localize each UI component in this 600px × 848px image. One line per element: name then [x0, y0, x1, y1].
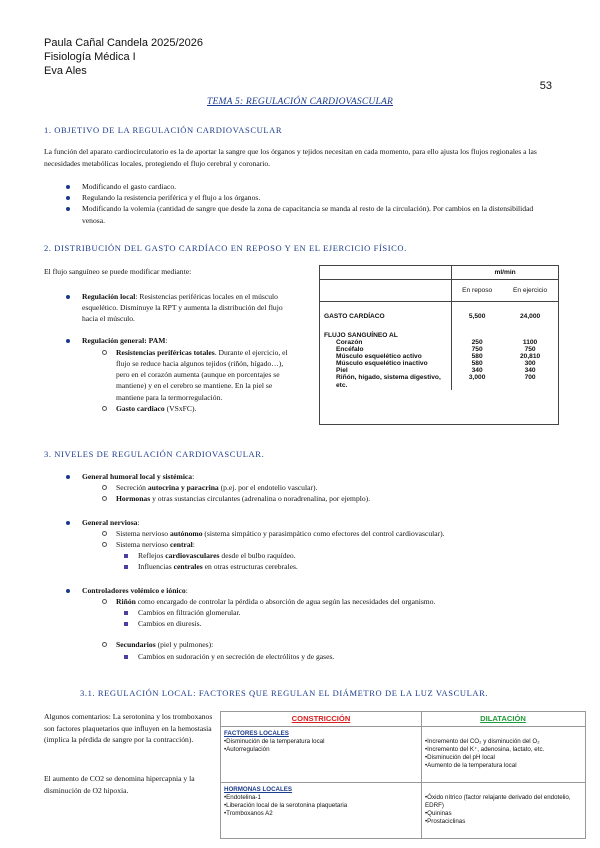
section-2-heading: 2. DISTRIBUCIÓN DEL GASTO CARDÍACO EN REPOSO Y EN EL EJERCICIO FÍSICO. [44, 243, 407, 253]
section-1-list [82, 181, 556, 226]
bullet-icon [66, 521, 70, 525]
bullet-icon [66, 589, 70, 593]
table-row: Riñón, hígado, sistema digestivo, etc. 3,000 700 [336, 374, 536, 389]
section-3-1-heading: 3.1. REGULACIÓN LOCAL: FACTORES QUE REGULAN EL DIÁMETRO DE LA LUZ VASCULAR. [80, 688, 489, 698]
sub-bullet-icon [102, 496, 107, 501]
col-header-exercise: En ejercicio [502, 279, 558, 301]
bullet-icon [66, 339, 70, 343]
sub-bullet-icon [102, 531, 107, 536]
sub-bullet-icon [102, 406, 107, 411]
list-item: Regulación general: PAM: Resistencias periféricas totales. Durante el ejercicio, el flujo se reduce hacia algunos tejidos (riñón, hígado…), pero en el corazón aumenta (aunque en porcentajes se mantiene) y en el cerebro se mantiene. En la piel se mantiene para la termorregulación. Gasto cardiaco (VSxFC). [82, 335, 292, 414]
subject-line: Fisiología Médica I [44, 51, 136, 63]
list-item: Controladores volémico e iónico: Riñón como encargado de controlar la pérdida o absorción de agua según las necesidades del organismo. Cambios en filtración glomerular. Cambios en diuresis. Secundarios (piel y pulmones): Cambios en sudoración y en secreción de electrólitos y de gases. [82, 585, 562, 662]
bullet-icon [66, 295, 70, 299]
sub-bullet-icon [102, 350, 107, 355]
page-number: 53 [539, 80, 552, 92]
square-bullet-icon [124, 554, 128, 558]
section-3-heading: 3. NIVELES DE REGULACIÓN CARDIOVASCULAR. [44, 449, 265, 459]
constriction-header: CONSTRICCIÓN [291, 714, 351, 723]
sub-bullet-icon [102, 542, 107, 547]
square-bullet-icon [124, 622, 128, 626]
cardiac-output-table [319, 265, 559, 425]
square-bullet-icon [124, 611, 128, 615]
local-factors-title: FACTORES LOCALES [224, 730, 289, 737]
table-row: Músculo esquelético activo 580 20,810 [336, 353, 541, 360]
sub-bullet-icon [102, 599, 107, 604]
square-bullet-icon [124, 655, 128, 659]
table-unit: ml/min [452, 266, 558, 279]
local-constriction-list: •Disminución de la temperatura local •Autorregulación [224, 738, 325, 753]
comment-serotonin: Algunos comentarios: La serotonina y los tromboxanos son factores plaquetarios que influyen en la hemostasia (implica la pérdida de sangre por la contracción). [44, 712, 213, 744]
table-row: Músculo esquelético inactivo 580 300 [336, 360, 536, 367]
page-title: TEMA 5: REGULACIÓN CARDIOVASCULAR [207, 97, 393, 107]
list-item: Modificando la volemia (cantidad de sangre que desde la zona de capacitancia se manda al resto de la circulación). Por cambios en la distensibilidad venosa. [82, 203, 556, 225]
section-1-heading: 1. OBJETIVO DE LA REGULACIÓN CARDIOVASCULAR [44, 125, 283, 135]
dilation-header: DILATACIÓN [480, 714, 526, 723]
author-line: Paula Cañal Candela 2025/2026 [44, 37, 204, 49]
sub-bullet-icon [102, 485, 107, 490]
bullet-icon [66, 185, 70, 189]
list-item: Regulando la resistencia periférica y el flujo a los órganos. [82, 192, 556, 203]
col-header-rest: En reposo [452, 279, 503, 301]
local-dilation-list: •Incremento del CO₂ y disminución del O₂ •Incremento del K⁺, adenosina, lactato, etc. •Disminución del pH local •Aumento de la temperatura local [425, 738, 545, 769]
bullet-icon [66, 475, 70, 479]
section-3-list [82, 471, 562, 662]
section-2-intro: El flujo sanguíneo se puede modificar mediante: [44, 267, 192, 276]
list-item: General nerviosa: Sistema nervioso autónomo (sistema simpático y parasimpático como efectores del control cardiovascular). Sistema nervioso central: Reflejos cardiovasculares desde el bulbo raquídeo. Influencias centrales en otras estructuras cerebrales. [82, 517, 562, 573]
section-1-paragraph: La función del aparato cardiocirculatorio es la de aportar la sangre que los órganos y tejidos necesitan en cada momento, para ello ajusta los flujos regionales a las necesidades metabólicas locales, protegiendo el flujo cerebral y coronario. [44, 147, 537, 168]
table-row: Corazón 250 1100 [336, 339, 538, 346]
local-hormones-title: HORMONAS LOCALES [224, 786, 293, 793]
bullet-icon [66, 196, 70, 200]
hormone-dilation-list: •Óxido nítrico (factor relajante derivado del endotelio, EDRF) •Quininas •Prostaciclinas [425, 794, 571, 825]
list-item: General humoral local y sistémica: Secreción autocrina y paracrina (p.ej. por el endotelio vascular). Hormonas y otras sustancias circulantes (adrenalina o noradrenalina, por ejemplo). [82, 471, 562, 505]
table-row: GASTO CARDÍACO 5,500 24,000 [324, 313, 541, 320]
table-row: Encéfalo 750 750 [336, 346, 536, 353]
vascular-diameter-table [220, 711, 586, 839]
square-bullet-icon [124, 565, 128, 569]
comment-hypercapnia: El aumento de CO2 se denomina hipercapnia y la disminución de O2 hipoxia. [44, 774, 195, 795]
table-row: Piel 340 340 [336, 367, 536, 374]
bullet-icon [66, 207, 70, 211]
list-item: Modificando el gasto cardiaco. [82, 181, 556, 192]
teacher-line: Eva Ales [44, 65, 87, 77]
table-row: FLUJO SANGUÍNEO AL [320, 332, 558, 339]
sub-bullet-icon [102, 642, 107, 647]
list-item: Regulación local: Resistencias periféricas locales en el músculo esquelético. Disminuye la RPT y aumenta la distribución del flujo hacia el músculo. [82, 291, 292, 325]
section-2-list [82, 291, 292, 414]
hormone-constriction-list: •Endotelina-1 •Liberación local de la serotonina plaquetaria •Tromboxanos A2 [224, 794, 348, 817]
